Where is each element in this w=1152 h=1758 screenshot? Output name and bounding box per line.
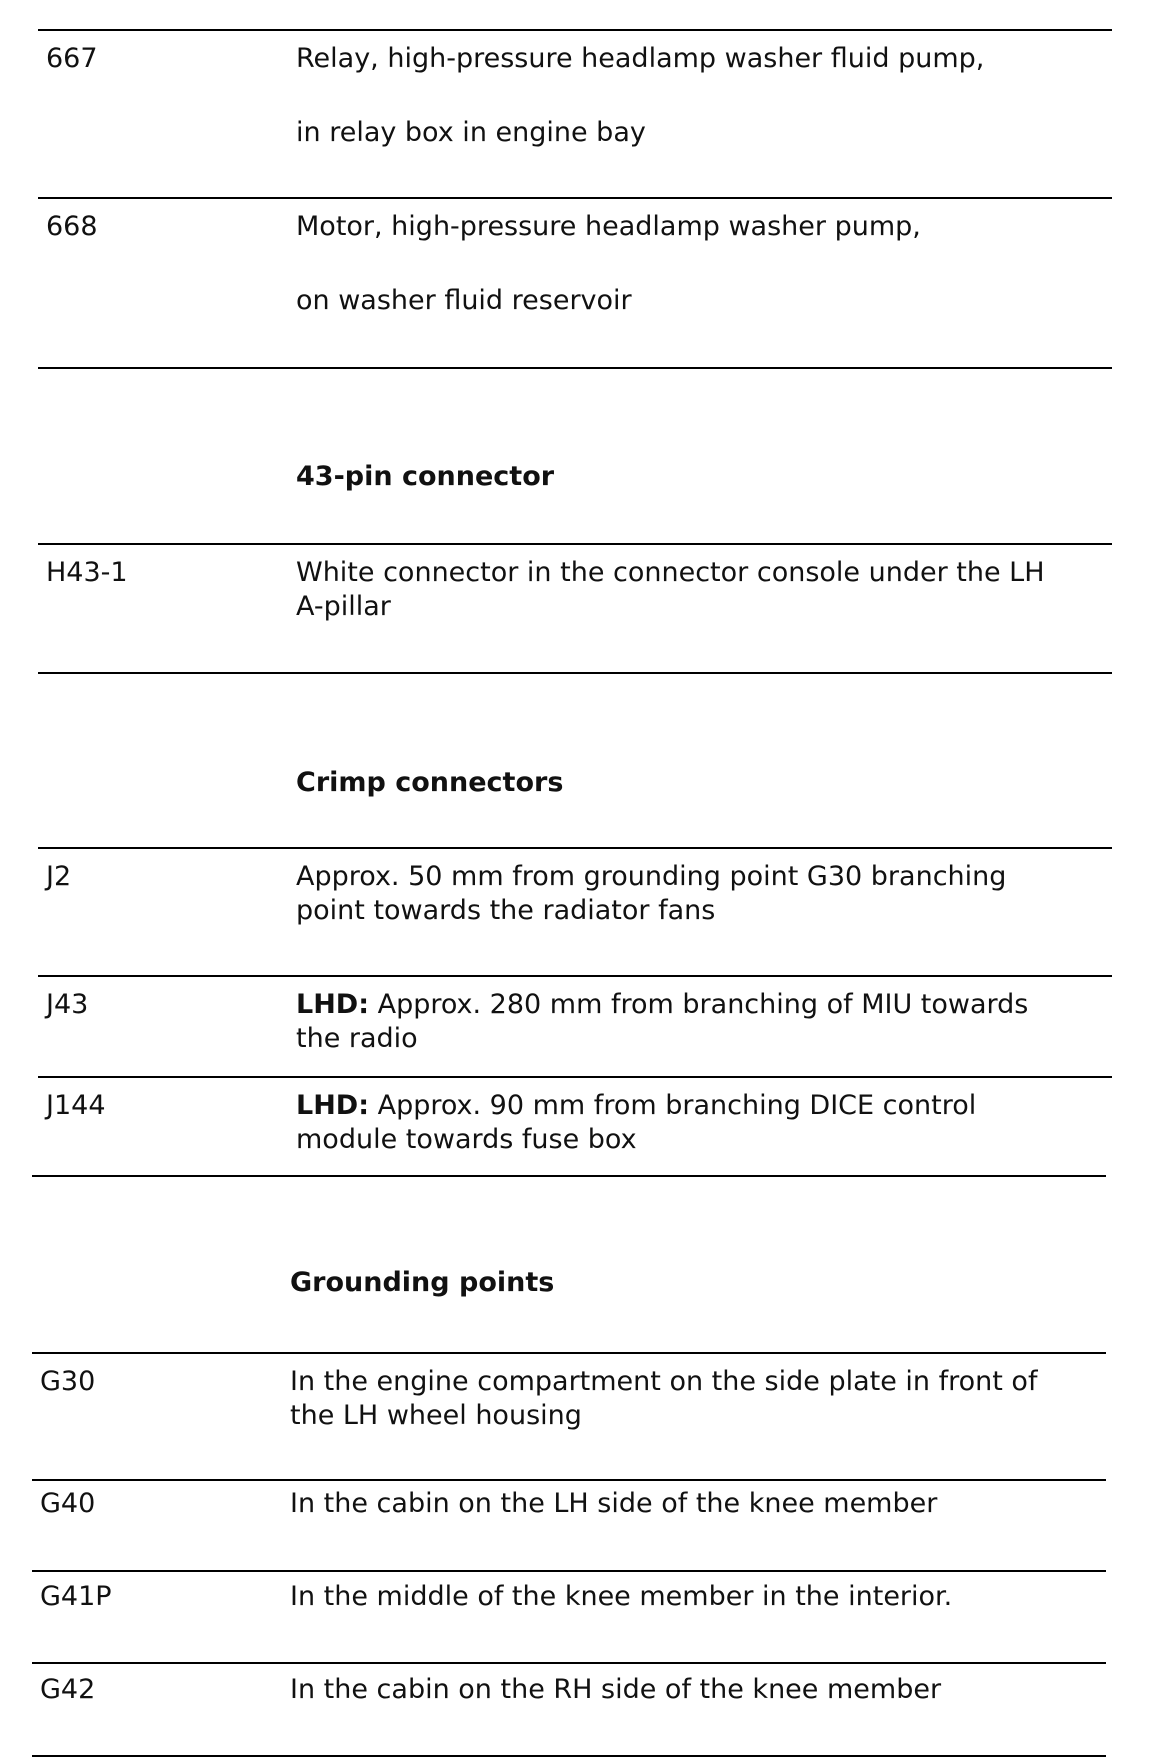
table-rule — [38, 367, 1112, 369]
table-rule — [38, 543, 1112, 545]
description-line: In the cabin on the LH side of the knee member — [290, 1488, 938, 1519]
component-code: H43-1 — [46, 557, 128, 588]
component-code: 667 — [46, 43, 98, 74]
table-rule — [38, 29, 1112, 31]
component-code: G41P — [40, 1581, 112, 1612]
table-rule — [32, 1662, 1106, 1664]
drive-side-label: LHD: — [296, 989, 370, 1020]
component-description — [290, 1580, 952, 1614]
component-description — [296, 988, 1028, 1056]
description-text: Approx. 90 mm from branching DICE control — [369, 1090, 977, 1121]
table-rule — [38, 197, 1112, 199]
component-description — [296, 860, 1006, 928]
description-line: the radio — [296, 1023, 418, 1054]
description-line: the LH wheel housing — [290, 1400, 582, 1431]
table-rule — [38, 847, 1112, 849]
section-heading: Crimp connectors — [296, 767, 564, 798]
description-line: White connector in the connector console under the LH — [296, 557, 1045, 588]
table-rule — [32, 1175, 1106, 1177]
table-rule — [32, 1479, 1106, 1481]
component-description — [296, 42, 984, 150]
description-line: In the cabin on the RH side of the knee member — [290, 1674, 942, 1705]
component-code: J43 — [46, 989, 89, 1020]
component-description — [290, 1487, 937, 1521]
description-line: on washer fluid reservoir — [296, 285, 632, 316]
component-description — [296, 210, 921, 318]
description-line: Motor, high-pressure headlamp washer pump, — [296, 211, 921, 242]
table-rule — [32, 1570, 1106, 1572]
description-line: Relay, high-pressure headlamp washer fluid pump, — [296, 43, 985, 74]
description-line: in relay box in engine bay — [296, 117, 646, 148]
description-line: In the engine compartment on the side plate in front of — [290, 1366, 1038, 1397]
table-rule — [38, 975, 1112, 977]
component-description — [296, 1089, 976, 1157]
description-line — [296, 988, 1028, 1022]
table-rule — [32, 1352, 1106, 1354]
description-line: Approx. 50 mm from grounding point G30 branching — [296, 861, 1007, 892]
component-code: G42 — [40, 1674, 96, 1705]
component-code: 668 — [46, 211, 98, 242]
section-heading: Grounding points — [290, 1267, 555, 1298]
description-line: module towards fuse box — [296, 1124, 637, 1155]
section-heading: 43-pin connector — [296, 461, 555, 492]
description-line: point towards the radiator fans — [296, 895, 716, 926]
table-rule — [32, 1755, 1106, 1757]
description-line — [296, 1089, 976, 1123]
component-description — [296, 556, 1045, 624]
table-rule — [38, 672, 1112, 674]
description-line: In the middle of the knee member in the interior. — [290, 1581, 953, 1612]
table-rule — [38, 1076, 1112, 1078]
component-code: G30 — [40, 1366, 96, 1397]
component-code: G40 — [40, 1488, 96, 1519]
drive-side-label: LHD: — [296, 1090, 370, 1121]
component-description — [290, 1365, 1037, 1433]
description-text: Approx. 280 mm from branching of MIU towards — [369, 989, 1029, 1020]
component-description — [290, 1673, 941, 1707]
description-line: A-pillar — [296, 591, 391, 622]
component-code: J144 — [46, 1090, 106, 1121]
component-code: J2 — [46, 861, 72, 892]
